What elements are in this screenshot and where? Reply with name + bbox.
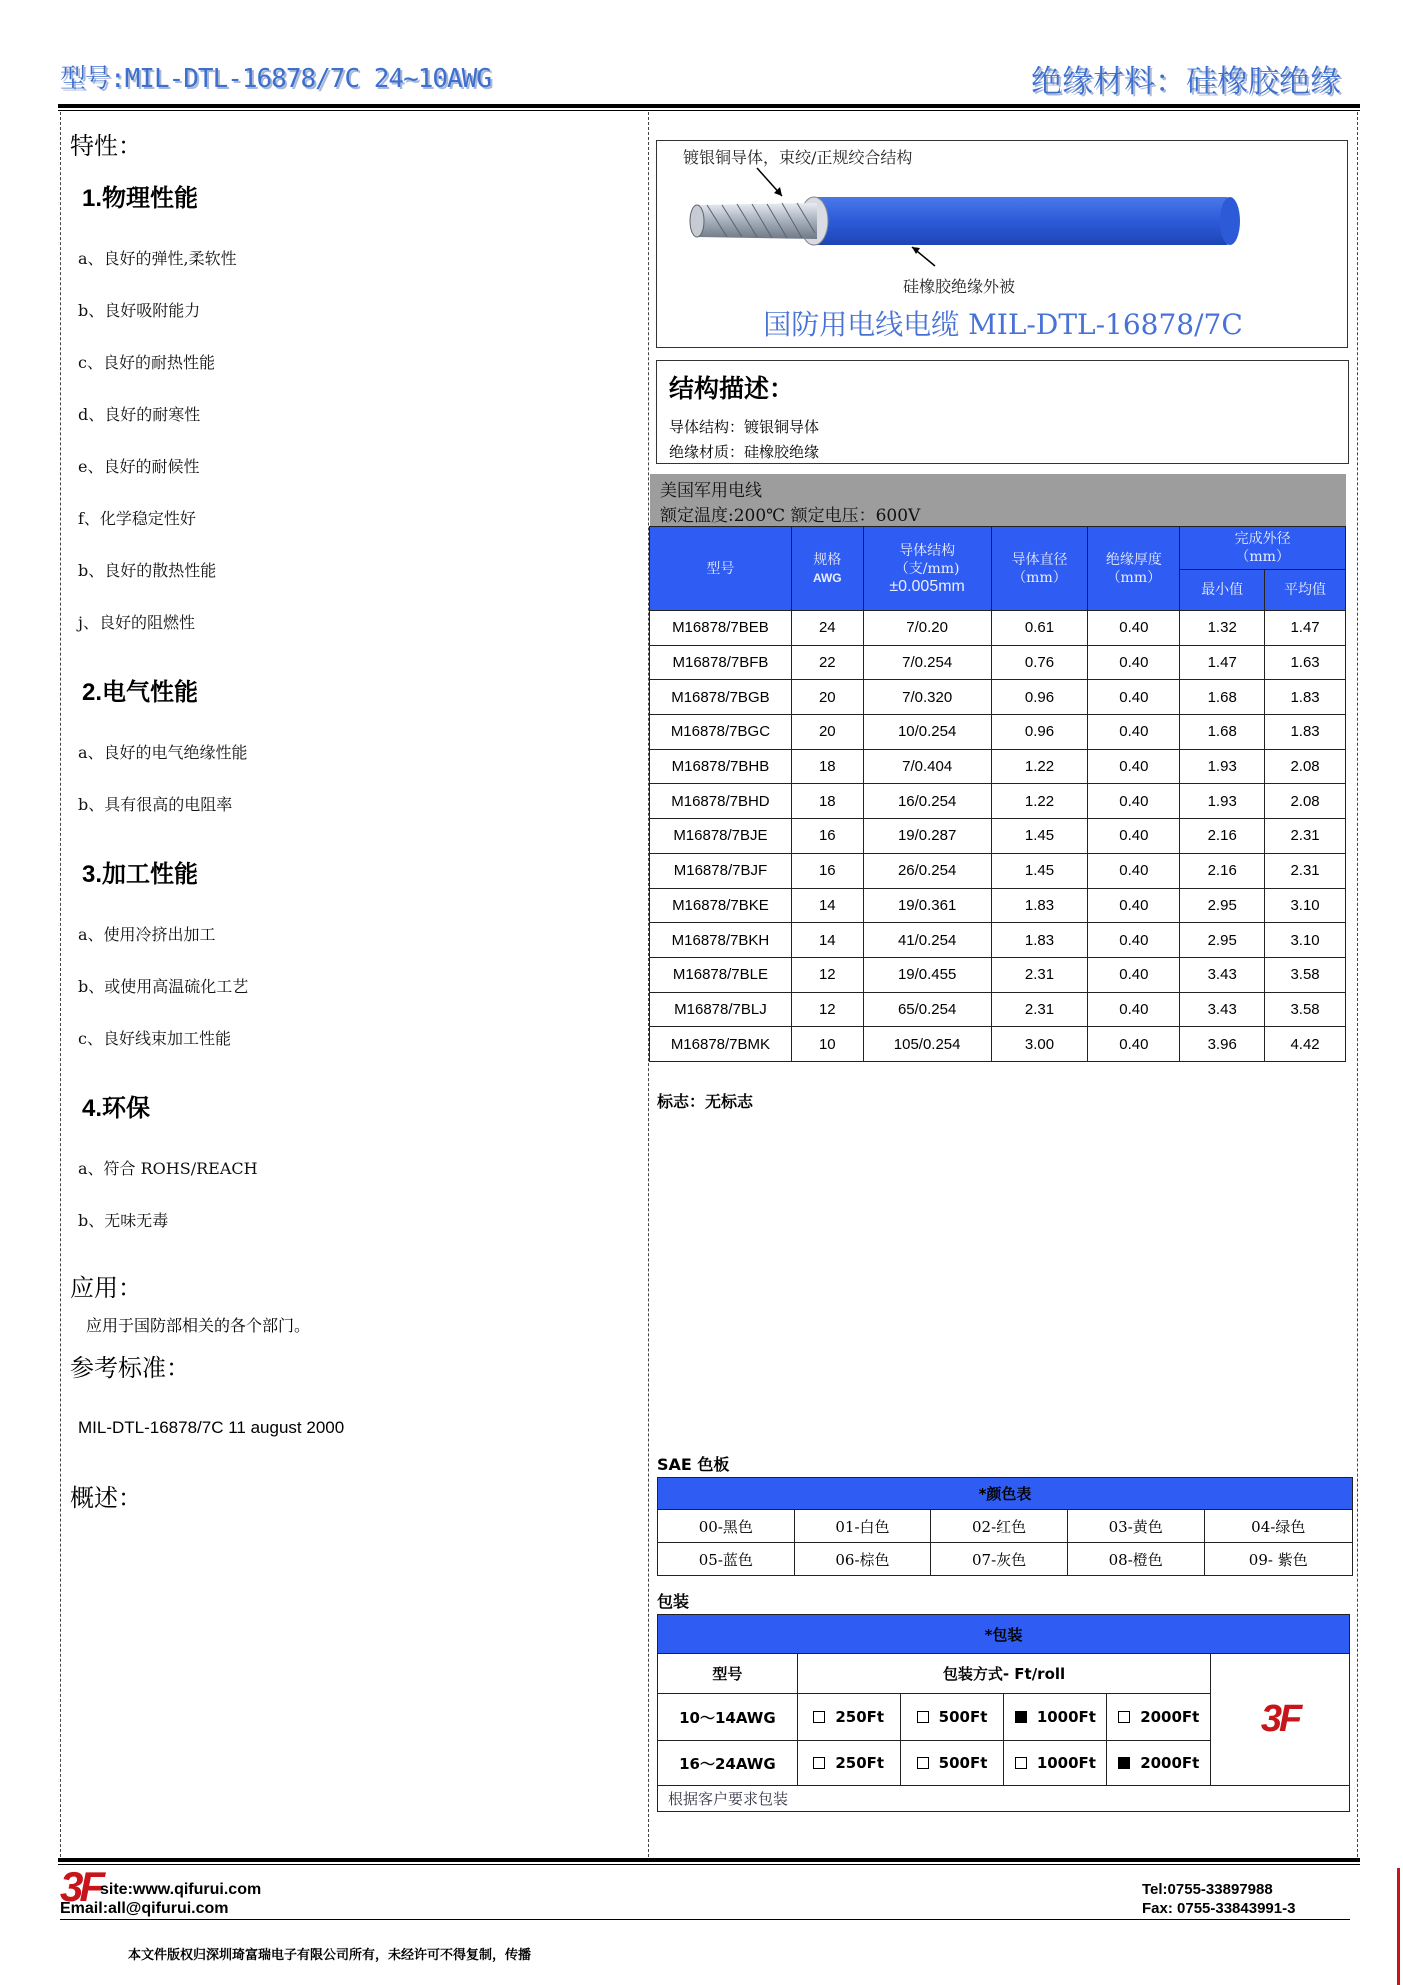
spec-cell: 0.40 <box>1088 611 1180 646</box>
reference-text: MIL-DTL-16878/7C 11 august 2000 <box>78 1418 345 1437</box>
physical-item: b、良好吸附能力 <box>78 301 201 320</box>
spec-cell: 1.83 <box>1265 715 1346 750</box>
structure-insulation: 绝缘材质：硅橡胶绝缘 <box>669 443 820 461</box>
spec-cell: 0.40 <box>1088 715 1180 750</box>
packaging-row-model: 16～24AWG <box>658 1741 798 1786</box>
spec-cell: M16878/7BJF <box>650 853 792 888</box>
spec-cell: 2.16 <box>1180 819 1265 854</box>
packaging-table <box>657 1614 1350 1812</box>
application-heading: 应用： <box>70 1274 142 1302</box>
color-table-header: *颜色表 <box>658 1478 1353 1510</box>
section-environment-heading: 4.环保 <box>82 1094 151 1122</box>
spec-cell: 0.40 <box>1088 957 1180 992</box>
spec-cell: 0.40 <box>1088 680 1180 715</box>
spec-cell: 3.43 <box>1180 992 1265 1027</box>
spec-cell: 3.00 <box>991 1027 1088 1062</box>
structure-box <box>656 360 1349 464</box>
model-title: 型号:MIL-DTL-16878/7C 24~10AWG <box>60 64 491 94</box>
spec-cell: 1.45 <box>991 819 1088 854</box>
marking-text: 标志：无标志 <box>657 1092 754 1111</box>
section-electrical-heading: 2.电气性能 <box>82 678 199 706</box>
spec-cell: 3.10 <box>1265 888 1346 923</box>
spec-cell: 3.43 <box>1180 957 1265 992</box>
spec-cell: 1.68 <box>1180 680 1265 715</box>
spec-cell: 2.08 <box>1265 749 1346 784</box>
jacket-label: 硅橡胶绝缘外被 <box>903 277 1016 296</box>
conductor-label: 镀银铜导体，束绞/正规绞合结构 <box>683 148 913 167</box>
spec-cell: 19/0.361 <box>863 888 991 923</box>
checkbox-icon[interactable] <box>1118 1757 1130 1769</box>
spec-cell: 7/0.254 <box>863 645 991 680</box>
spec-row <box>650 680 1346 715</box>
spec-cell: 4.42 <box>1265 1027 1346 1062</box>
edge-mark <box>1397 1868 1400 1985</box>
diagram-title: 国防用电线电缆 MIL-DTL-16878/7C <box>763 308 1243 341</box>
footer-site: site:www.qifurui.com <box>100 1881 262 1898</box>
header-diameter: 导体直径 （mm） <box>991 527 1088 611</box>
frame-right-border <box>1357 112 1358 1857</box>
spec-cell: M16878/7BGB <box>650 680 792 715</box>
spec-cell: 1.63 <box>1265 645 1346 680</box>
environment-item: b、无味无毒 <box>78 1211 169 1230</box>
spec-row <box>650 611 1346 646</box>
spec-cell: 0.96 <box>991 715 1088 750</box>
spec-cell: 7/0.20 <box>863 611 991 646</box>
color-cell: 09- 紫色 <box>1204 1543 1353 1576</box>
header-rule <box>58 104 1360 108</box>
spec-cell: 1.22 <box>991 784 1088 819</box>
spec-row <box>650 957 1346 992</box>
rating-type: 美国军用电线 <box>660 481 762 501</box>
header-conductor: 导体结构 （支/mm) ±0.005mm <box>863 527 991 611</box>
environment-item: a、符合 ROHS/REACH <box>78 1159 258 1178</box>
spec-cell: 16/0.254 <box>863 784 991 819</box>
spec-cell: 20 <box>791 680 863 715</box>
color-cell: 03-黄色 <box>1067 1510 1204 1543</box>
spec-cell: 105/0.254 <box>863 1027 991 1062</box>
header-rule-thin <box>58 110 1360 111</box>
cable-diagram <box>656 140 1348 348</box>
packaging-option[interactable]: 500Ft <box>900 1694 1004 1741</box>
spec-cell: M16878/7BLE <box>650 957 792 992</box>
footer-underline <box>60 1919 1350 1920</box>
spec-cell: 2.31 <box>1265 853 1346 888</box>
spec-cell: 24 <box>791 611 863 646</box>
spec-cell: 0.40 <box>1088 888 1180 923</box>
color-cell: 00-黑色 <box>658 1510 795 1543</box>
spec-cell: M16878/7BHD <box>650 784 792 819</box>
spec-cell: 1.83 <box>1265 680 1346 715</box>
spec-cell: 7/0.404 <box>863 749 991 784</box>
spec-cell: 2.16 <box>1180 853 1265 888</box>
spec-cell: 1.68 <box>1180 715 1265 750</box>
spec-cell: M16878/7BLJ <box>650 992 792 1027</box>
spec-cell: M16878/7BMK <box>650 1027 792 1062</box>
electrical-item: b、具有很高的电阻率 <box>78 795 233 814</box>
checkbox-icon[interactable] <box>1118 1711 1130 1723</box>
spec-row <box>650 749 1346 784</box>
spec-row <box>650 784 1346 819</box>
spec-cell: 16 <box>791 819 863 854</box>
spec-cell: M16878/7BKH <box>650 923 792 958</box>
color-cell: 01-白色 <box>794 1510 931 1543</box>
packaging-option[interactable]: 250Ft <box>797 1694 900 1741</box>
checkbox-icon[interactable] <box>813 1757 825 1769</box>
spec-cell: 16 <box>791 853 863 888</box>
color-cell: 02-红色 <box>931 1510 1068 1543</box>
spec-cell: 1.83 <box>991 888 1088 923</box>
copyright-notice: 本文件版权归深圳琦富瑞电子有限公司所有，未经许可不得复制，传播 <box>128 1948 532 1963</box>
company-logo: 3F <box>60 1863 102 1910</box>
spec-cell: M16878/7BGC <box>650 715 792 750</box>
footer-fax: Fax: 0755-33843991-3 <box>1142 1900 1296 1917</box>
checkbox-icon[interactable] <box>1015 1757 1027 1769</box>
cable-illustration <box>657 141 1349 281</box>
spec-cell: 3.96 <box>1180 1027 1265 1062</box>
spec-row <box>650 992 1346 1027</box>
header-od-avg: 平均值 <box>1265 570 1346 611</box>
spec-cell: 2.08 <box>1265 784 1346 819</box>
insulation-title: 绝缘材料：硅橡胶绝缘 <box>1031 64 1341 100</box>
spec-cell: M16878/7BKE <box>650 888 792 923</box>
packaging-col-model: 型号 <box>658 1654 798 1694</box>
spec-cell: 65/0.254 <box>863 992 991 1027</box>
spec-cell: 22 <box>791 645 863 680</box>
physical-item: d、良好的耐寒性 <box>78 405 201 424</box>
packaging-option[interactable]: 250Ft <box>797 1741 900 1786</box>
spec-row <box>650 923 1346 958</box>
color-cell: 05-蓝色 <box>658 1543 795 1576</box>
packaging-row-model: 10～14AWG <box>658 1694 798 1741</box>
spec-cell: 14 <box>791 888 863 923</box>
spec-cell: 0.40 <box>1088 923 1180 958</box>
spec-cell: 14 <box>791 923 863 958</box>
footer-rule-thin <box>58 1864 1360 1865</box>
spec-cell: 2.95 <box>1180 923 1265 958</box>
color-board-label: SAE 色板 <box>657 1455 730 1474</box>
packaging-option[interactable]: 2000Ft <box>1107 1694 1211 1741</box>
spec-cell: 1.47 <box>1180 645 1265 680</box>
spec-cell: 0.40 <box>1088 645 1180 680</box>
spec-cell: 0.40 <box>1088 784 1180 819</box>
structure-heading: 结构描述： <box>669 374 795 403</box>
spec-cell: 1.32 <box>1180 611 1265 646</box>
spec-row <box>650 1027 1346 1062</box>
footer-tel: Tel:0755-33897988 <box>1142 1881 1273 1898</box>
spec-cell: 18 <box>791 784 863 819</box>
spec-row <box>650 853 1346 888</box>
features-heading: 特性： <box>70 132 142 160</box>
reference-heading: 参考标准： <box>70 1354 190 1382</box>
spec-cell: 10/0.254 <box>863 715 991 750</box>
spec-row <box>650 819 1346 854</box>
structure-conductor: 导体结构：镀银铜导体 <box>669 418 820 436</box>
physical-item: c、良好的耐热性能 <box>78 353 215 372</box>
spec-cell: 1.93 <box>1180 784 1265 819</box>
packaging-label: 包装 <box>657 1592 690 1611</box>
header-od: 完成外径 （mm） <box>1180 527 1346 570</box>
spec-cell: 0.40 <box>1088 992 1180 1027</box>
frame-left-border <box>60 112 61 1857</box>
packaging-option[interactable]: 1000Ft <box>1004 1694 1107 1741</box>
header-od-min: 最小值 <box>1180 570 1265 611</box>
spec-cell: 2.31 <box>991 957 1088 992</box>
color-cell: 04-绿色 <box>1204 1510 1353 1543</box>
checkbox-icon[interactable] <box>813 1711 825 1723</box>
spec-cell: 0.40 <box>1088 1027 1180 1062</box>
footer-rule <box>58 1858 1360 1862</box>
physical-item: e、良好的耐候性 <box>78 457 200 476</box>
spec-cell: 1.47 <box>1265 611 1346 646</box>
spec-cell: M16878/7BJE <box>650 819 792 854</box>
color-cell: 08-橙色 <box>1067 1543 1204 1576</box>
processing-item: a、使用冷挤出加工 <box>78 925 216 944</box>
spec-cell: 12 <box>791 992 863 1027</box>
rating-bar <box>650 474 1346 526</box>
spec-cell: 0.76 <box>991 645 1088 680</box>
spec-cell: 1.45 <box>991 853 1088 888</box>
spec-cell: 12 <box>791 957 863 992</box>
electrical-item: a、良好的电气绝缘性能 <box>78 743 248 762</box>
header-model: 型号 <box>650 527 792 611</box>
spec-cell: 3.58 <box>1265 992 1346 1027</box>
spec-cell: 0.96 <box>991 680 1088 715</box>
spec-cell: 41/0.254 <box>863 923 991 958</box>
header-thickness: 绝缘厚度 （mm） <box>1088 527 1180 611</box>
section-physical-heading: 1.物理性能 <box>82 184 199 212</box>
section-processing-heading: 3.加工性能 <box>82 860 199 888</box>
spec-cell: M16878/7BFB <box>650 645 792 680</box>
spec-cell: 2.31 <box>991 992 1088 1027</box>
processing-item: c、良好线束加工性能 <box>78 1029 231 1048</box>
packaging-option[interactable]: 1000Ft <box>1004 1741 1107 1786</box>
spec-cell: 0.40 <box>1088 749 1180 784</box>
spec-cell: 1.93 <box>1180 749 1265 784</box>
physical-item: a、良好的弹性,柔软性 <box>78 249 237 268</box>
packaging-table-header: *包装 <box>658 1615 1350 1654</box>
color-cell: 07-灰色 <box>931 1543 1068 1576</box>
spec-cell: 18 <box>791 749 863 784</box>
packaging-option[interactable]: 500Ft <box>900 1741 1004 1786</box>
spec-cell: 2.31 <box>1265 819 1346 854</box>
spec-cell: 1.22 <box>991 749 1088 784</box>
header-gauge: 规格 AWG <box>791 527 863 611</box>
packaging-footer: 根据客户要求包装 <box>658 1786 1350 1812</box>
spec-cell: 3.10 <box>1265 923 1346 958</box>
overview-heading: 概述： <box>70 1484 142 1512</box>
spec-cell: 2.95 <box>1180 888 1265 923</box>
checkbox-icon[interactable] <box>1015 1711 1027 1723</box>
spec-cell: M16878/7BEB <box>650 611 792 646</box>
footer-email: Email:all@qifurui.com <box>60 1900 229 1917</box>
spec-row <box>650 888 1346 923</box>
spec-cell: M16878/7BHB <box>650 749 792 784</box>
spec-cell: 19/0.287 <box>863 819 991 854</box>
spec-cell: 1.83 <box>991 923 1088 958</box>
color-table <box>657 1477 1353 1576</box>
application-text: 应用于国防部相关的各个部门。 <box>86 1316 311 1335</box>
color-cell: 06-棕色 <box>794 1543 931 1576</box>
spec-cell: 0.61 <box>991 611 1088 646</box>
spec-cell: 0.40 <box>1088 853 1180 888</box>
spec-cell: 3.58 <box>1265 957 1346 992</box>
packaging-logo: 3F <box>1211 1654 1350 1786</box>
physical-item: b、良好的散热性能 <box>78 561 217 580</box>
packaging-col-method: 包装方式- Ft/roll <box>797 1654 1210 1694</box>
spec-cell: 19/0.455 <box>863 957 991 992</box>
physical-item: j、良好的阻燃性 <box>78 613 195 632</box>
processing-item: b、或使用高温硫化工艺 <box>78 977 249 996</box>
physical-item: f、化学稳定性好 <box>78 509 196 528</box>
spec-cell: 0.40 <box>1088 819 1180 854</box>
spec-row <box>650 715 1346 750</box>
rating-values: 额定温度:200℃ 额定电压：600V <box>660 506 921 526</box>
spec-table <box>649 526 1346 1062</box>
checkbox-icon[interactable] <box>917 1711 929 1723</box>
cable-jacket <box>812 197 1230 245</box>
spec-cell: 10 <box>791 1027 863 1062</box>
packaging-option[interactable]: 2000Ft <box>1107 1741 1211 1786</box>
spec-row <box>650 645 1346 680</box>
checkbox-icon[interactable] <box>917 1757 929 1769</box>
spec-cell: 26/0.254 <box>863 853 991 888</box>
spec-cell: 20 <box>791 715 863 750</box>
spec-cell: 7/0.320 <box>863 680 991 715</box>
